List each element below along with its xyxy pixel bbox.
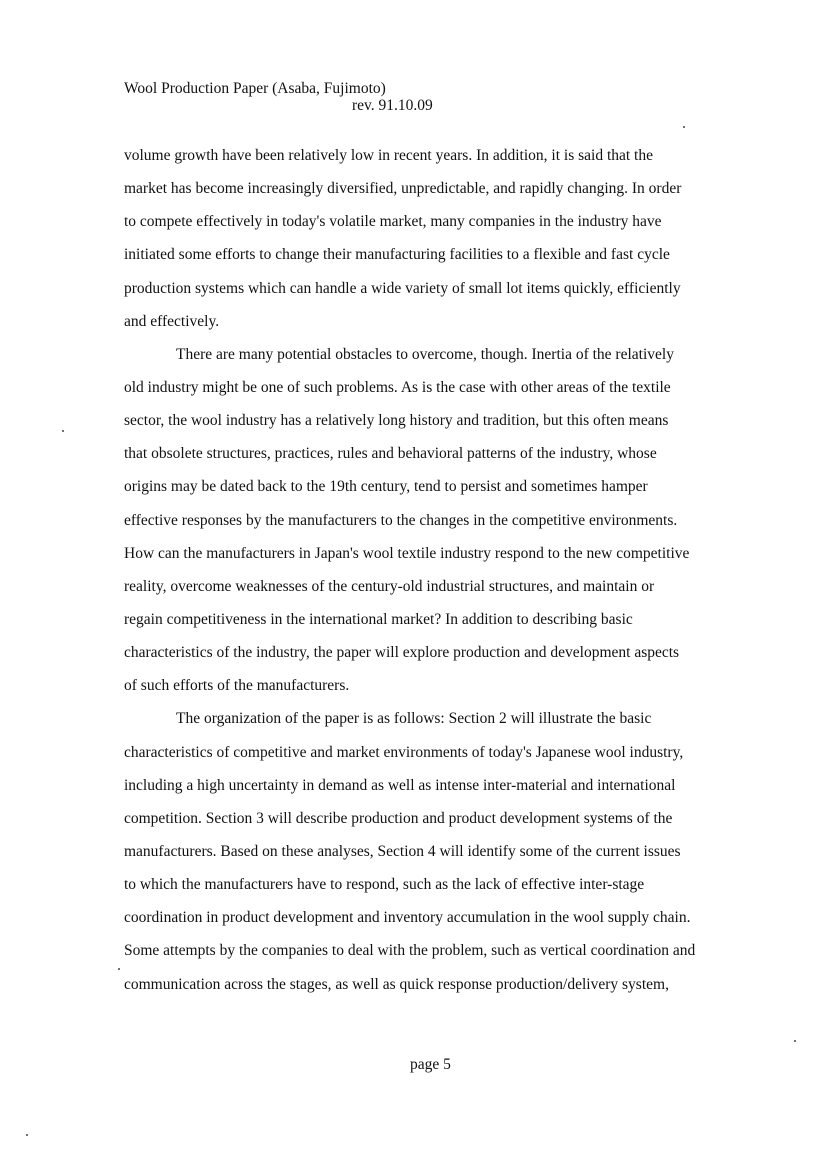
text-line: origins may be dated back to the 19th century, tend to persist and sometimes hamper xyxy=(124,478,648,496)
text-line: initiated some efforts to change their manufacturing facilities to a flexible and fast cycle xyxy=(124,246,670,264)
text-line: production systems which can handle a wide variety of small lot items quickly, efficiently xyxy=(124,279,681,297)
text-line: and effectively. xyxy=(124,312,220,330)
scan-speck xyxy=(683,126,685,128)
text-line: coordination in product development and inventory accumulation in the wool supply chain. xyxy=(124,909,691,927)
text-line: of such efforts of the manufacturers. xyxy=(124,677,350,695)
text-line: regain competitiveness in the international market? In addition to describing basic xyxy=(124,610,633,628)
paper-title: Wool Production Paper (Asaba, Fujimoto) xyxy=(124,80,386,97)
scan-speck xyxy=(118,968,120,970)
scan-speck xyxy=(62,430,64,432)
text-line: old industry might be one of such problems. As is the case with other areas of the textile xyxy=(124,378,671,396)
text-line: that obsolete structures, practices, rules and behavioral patterns of the industry, whose xyxy=(124,445,657,463)
scan-speck xyxy=(26,1134,28,1136)
text-line: effective responses by the manufacturers to the changes in the competitive environments. xyxy=(124,511,678,529)
text-line: Some attempts by the companies to deal with the problem, such as vertical coordination and xyxy=(124,942,696,960)
text-line: market has become increasingly diversified, unpredictable, and rapidly changing. In order xyxy=(124,180,682,198)
text-line: competition. Section 3 will describe production and product development systems of the xyxy=(124,809,673,827)
text-line: to which the manufacturers have to respond, such as the lack of effective inter-stage xyxy=(124,876,645,894)
text-line: including a high uncertainty in demand as well as intense inter-material and international xyxy=(124,776,676,794)
text-line: manufacturers. Based on these analyses, Section 4 will identify some of the current issues xyxy=(124,842,681,860)
text-line: volume growth have been relatively low in recent years. In addition, it is said that the xyxy=(124,147,653,164)
running-header xyxy=(124,80,433,114)
revision-date: rev. 91.10.09 xyxy=(352,97,433,114)
text-line: How can the manufacturers in Japan's wool textile industry respond to the new competitive xyxy=(124,544,690,562)
text-line: The organization of the paper is as follows: Section 2 will illustrate the basic xyxy=(176,710,652,728)
page-number: page 5 xyxy=(410,1056,451,1073)
text-line: There are many potential obstacles to overcome, though. Inertia of the relatively xyxy=(176,345,674,363)
text-line: to compete effectively in today's volatile market, many companies in the industry have xyxy=(124,213,662,231)
text-line: characteristics of the industry, the paper will explore production and development aspects xyxy=(124,644,680,662)
scan-speck xyxy=(794,1040,796,1042)
text-line: characteristics of competitive and market environments of today's Japanese wool industry, xyxy=(124,743,684,761)
text-line: communication across the stages, as well as quick response production/delivery system, xyxy=(124,975,669,993)
text-line: sector, the wool industry has a relatively long history and tradition, but this often means xyxy=(124,412,669,430)
text-line: reality, overcome weaknesses of the century-old industrial structures, and maintain or xyxy=(124,577,655,595)
body-text xyxy=(124,143,734,1005)
